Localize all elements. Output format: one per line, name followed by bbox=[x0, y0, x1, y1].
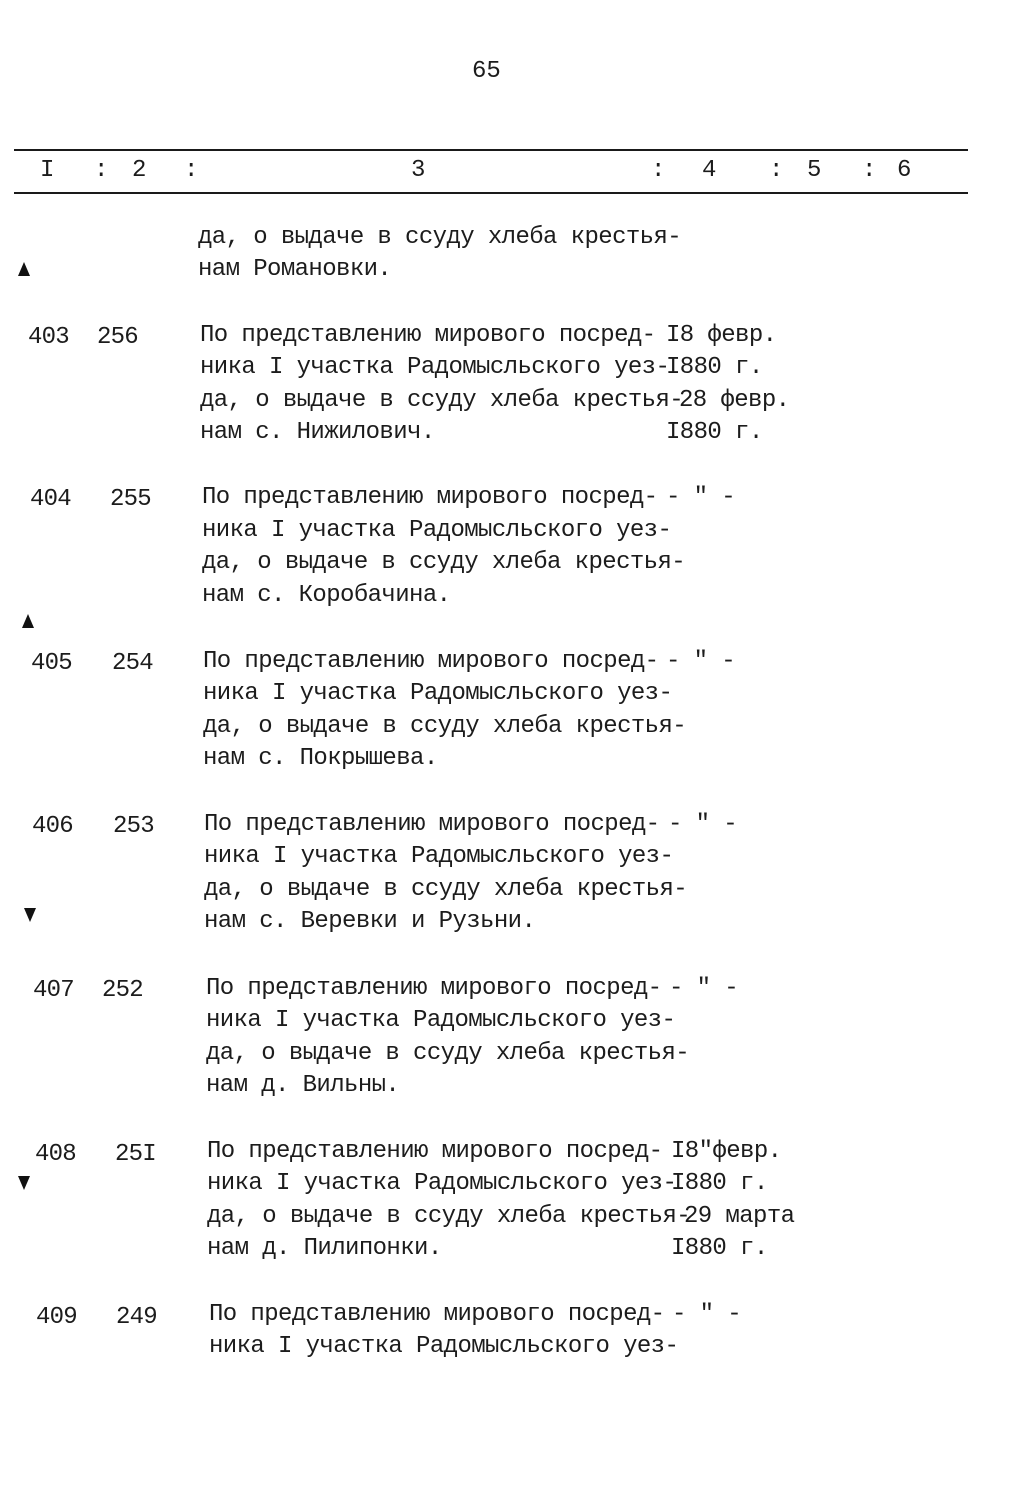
file-number: 255 bbox=[110, 486, 151, 513]
header-col-3: 3 bbox=[411, 157, 426, 184]
description-line: нам д. Вильны. bbox=[206, 1072, 400, 1099]
description-line: По представлению мирового посред- bbox=[207, 1138, 663, 1165]
description-line: По представлению мирового посред- bbox=[200, 322, 656, 349]
date-line: I8 февр. bbox=[666, 322, 777, 349]
file-number: 25I bbox=[115, 1141, 156, 1168]
ditto-mark: - " - bbox=[672, 1301, 742, 1328]
description-line: нам с. Покрышева. bbox=[203, 745, 438, 772]
description-line: да, о выдаче в ссуду хлеба крестья- bbox=[204, 876, 688, 903]
header-sep: : bbox=[862, 157, 877, 184]
file-number: 249 bbox=[116, 1304, 157, 1331]
description-line: да, о выдаче в ссуду хлеба крестья- bbox=[200, 387, 684, 414]
row-number: 406 bbox=[32, 813, 73, 840]
ditto-mark: - " - bbox=[666, 648, 736, 675]
header-sep: : bbox=[184, 157, 199, 184]
punch-hole-mark bbox=[18, 262, 30, 276]
description-line: По представлению мирового посред- bbox=[202, 484, 658, 511]
date-line: I8"февр. bbox=[671, 1138, 782, 1165]
row-number: 408 bbox=[35, 1141, 76, 1168]
date-line: I880 г. bbox=[671, 1170, 768, 1197]
ditto-mark: - " - bbox=[668, 811, 738, 838]
description-line: ника I участка Радомысльского уез- bbox=[206, 1007, 676, 1034]
description-line: да, о выдаче в ссуду хлеба крестья- bbox=[198, 224, 682, 251]
page-number: 65 bbox=[472, 58, 501, 85]
description-line: нам с. Веревки и Рузьни. bbox=[204, 908, 536, 935]
header-bottom-rule bbox=[14, 192, 968, 194]
description-line: да, о выдаче в ссуду хлеба крестья- bbox=[203, 713, 687, 740]
description-line: По представлению мирового посред- bbox=[206, 975, 662, 1002]
description-line: ника I участка Радомысльского уез- bbox=[202, 517, 672, 544]
description-line: ника I участка Радомысльского уез- bbox=[207, 1170, 677, 1197]
row-number: 405 bbox=[31, 650, 72, 677]
description-line: нам Романовки. bbox=[198, 256, 392, 283]
description-line: ника I участка Радомысльского уез- bbox=[203, 680, 673, 707]
date-line: 28 февр. bbox=[679, 387, 790, 414]
header-sep: : bbox=[94, 157, 109, 184]
description-line: да, о выдаче в ссуду хлеба крестья- bbox=[207, 1203, 691, 1230]
row-number: 409 bbox=[36, 1304, 77, 1331]
row-number: 407 bbox=[33, 977, 74, 1004]
row-number: 404 bbox=[30, 486, 71, 513]
header-top-rule bbox=[14, 149, 968, 151]
ditto-mark: - " - bbox=[669, 975, 739, 1002]
description-line: да, о выдаче в ссуду хлеба крестья- bbox=[206, 1040, 690, 1067]
row-number: 403 bbox=[28, 324, 69, 351]
description-line: да, о выдаче в ссуду хлеба крестья- bbox=[202, 549, 686, 576]
ditto-mark: - " - bbox=[666, 484, 736, 511]
description-line: ника I участка Радомысльского уез- bbox=[209, 1333, 679, 1360]
header-col-5: 5 bbox=[807, 157, 822, 184]
header-sep: : bbox=[769, 157, 784, 184]
header-col-4: 4 bbox=[702, 157, 717, 184]
description-line: По представлению мирового посред- bbox=[209, 1301, 665, 1328]
file-number: 253 bbox=[113, 813, 154, 840]
date-line: I880 г. bbox=[671, 1235, 768, 1262]
description-line: ника I участка Радомысльского уез- bbox=[204, 843, 674, 870]
punch-hole-mark bbox=[24, 908, 36, 922]
header-col-1: I bbox=[40, 157, 55, 184]
date-line: I880 г. bbox=[666, 354, 763, 381]
description-line: нам д. Пилипонки. bbox=[207, 1235, 442, 1262]
header-col-2: 2 bbox=[132, 157, 147, 184]
description-line: нам с. Коробачина. bbox=[202, 582, 451, 609]
file-number: 252 bbox=[102, 977, 143, 1004]
file-number: 254 bbox=[112, 650, 153, 677]
date-line: 29 марта bbox=[684, 1203, 795, 1230]
header-sep: : bbox=[651, 157, 666, 184]
date-line: I880 г. bbox=[666, 419, 763, 446]
punch-hole-mark bbox=[18, 1176, 30, 1190]
description-line: ника I участка Радомысльского уез- bbox=[200, 354, 670, 381]
header-col-6: 6 bbox=[897, 157, 912, 184]
description-line: нам с. Нижилович. bbox=[200, 419, 435, 446]
description-line: По представлению мирового посред- bbox=[203, 648, 659, 675]
description-line: По представлению мирового посред- bbox=[204, 811, 660, 838]
punch-hole-mark bbox=[22, 614, 34, 628]
file-number: 256 bbox=[97, 324, 138, 351]
